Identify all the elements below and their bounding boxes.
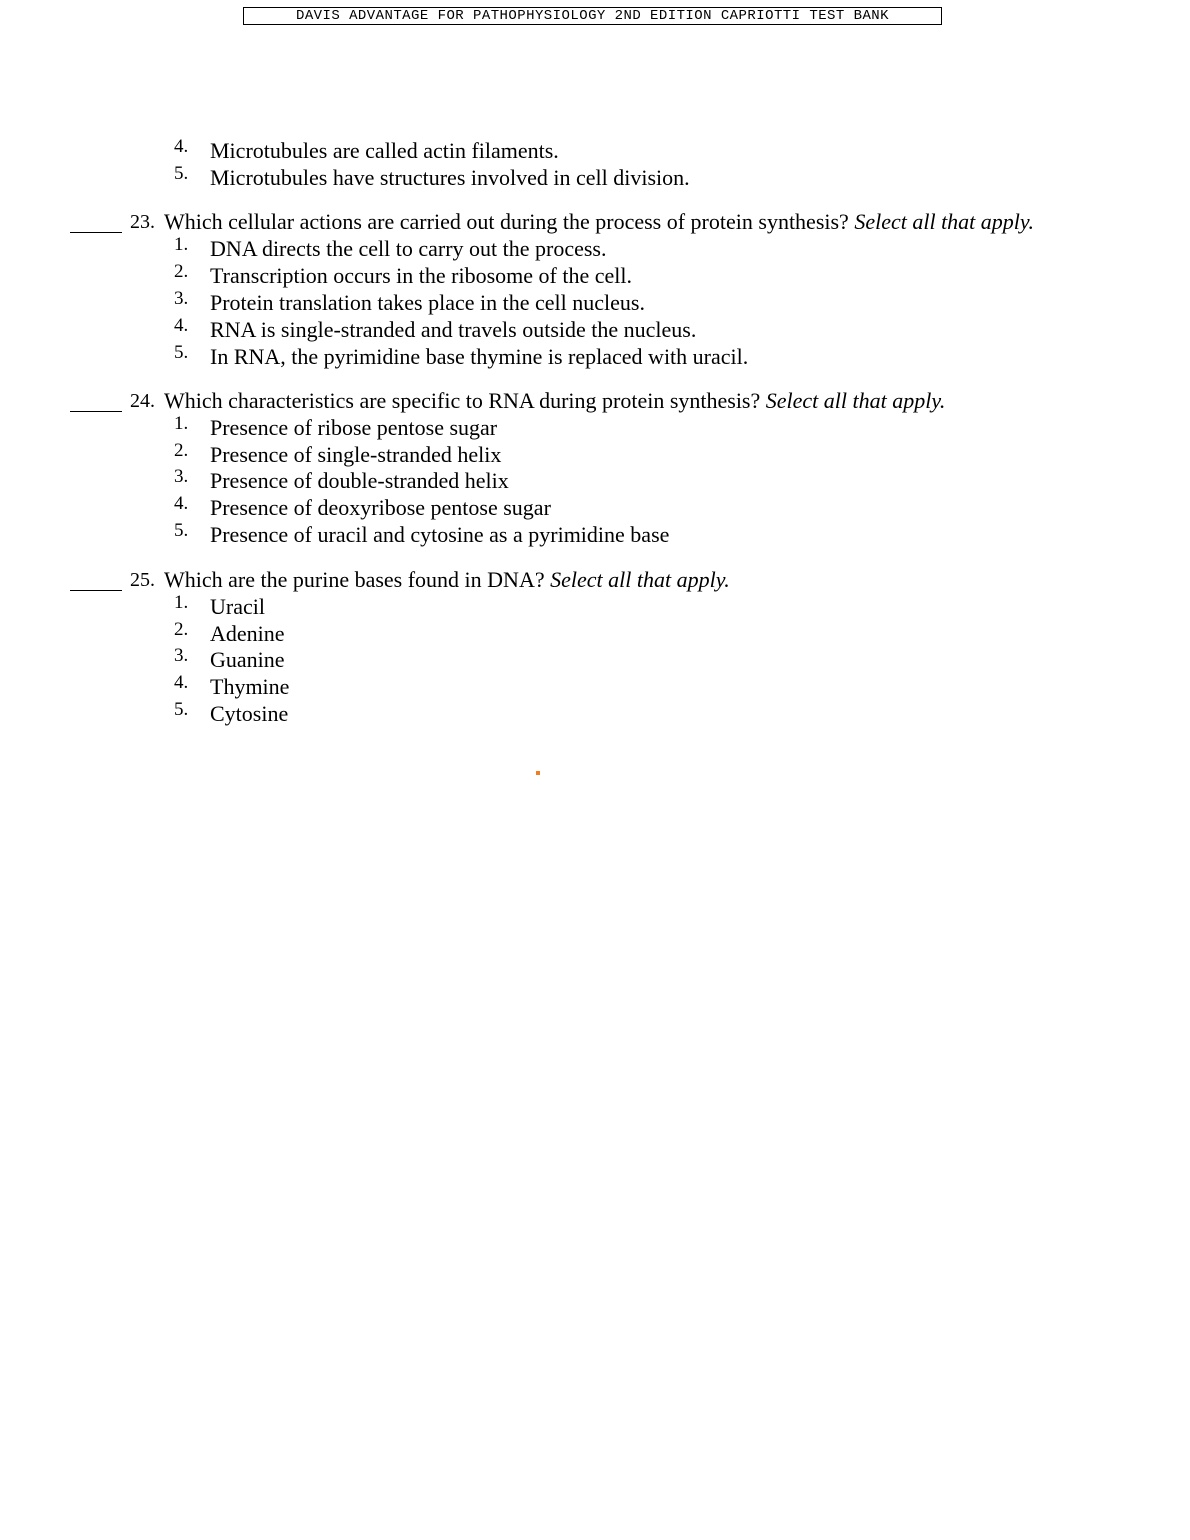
option-number: 4. xyxy=(174,315,189,336)
option-number: 2. xyxy=(174,440,189,461)
option-text: Presence of deoxyribose pentose sugar xyxy=(210,495,551,520)
option-number: 5. xyxy=(174,520,189,541)
list-item xyxy=(0,344,1190,370)
option-text: DNA directs the cell to carry out the process. xyxy=(210,236,607,261)
document-header-title: DAVIS ADVANTAGE FOR PATHOPHYSIOLOGY 2ND EDITION CAPRIOTTI TEST BANK xyxy=(243,7,942,25)
option-number: 4. xyxy=(174,672,189,693)
option-number: 3. xyxy=(174,645,189,666)
option-text: Cytosine xyxy=(210,701,289,726)
option-text: In RNA, the pyrimidine base thymine is replaced with uracil. xyxy=(210,344,749,369)
option-text: Thymine xyxy=(210,674,290,699)
option-number: 2. xyxy=(174,261,189,282)
option-text: Transcription occurs in the ribosome of the cell. xyxy=(210,263,632,288)
list-item xyxy=(0,165,1190,191)
option-text: Microtubules have structures involved in cell division. xyxy=(210,165,690,190)
question-instruction: Select all that apply. xyxy=(854,209,1034,234)
option-number: 5. xyxy=(174,342,189,363)
option-number: 1. xyxy=(174,592,189,613)
answer-blank xyxy=(70,590,122,591)
option-text: Presence of ribose pentose sugar xyxy=(210,415,498,440)
option-text: Presence of double-stranded helix xyxy=(210,468,509,493)
question-number: 24. xyxy=(130,390,155,412)
option-text: Protein translation takes place in the cell nucleus. xyxy=(210,290,645,315)
list-item xyxy=(0,701,1190,727)
option-text: Presence of single-stranded helix xyxy=(210,442,502,467)
option-number: 4. xyxy=(174,136,189,157)
option-number: 5. xyxy=(174,163,189,184)
option-number: 3. xyxy=(174,288,189,309)
option-text: Uracil xyxy=(210,594,265,619)
question-text: Which are the purine bases found in DNA? Select all that apply. xyxy=(164,567,730,592)
option-number: 1. xyxy=(174,413,189,434)
answer-blank xyxy=(70,232,122,233)
option-number: 3. xyxy=(174,466,189,487)
answer-blank xyxy=(70,411,122,412)
option-number: 5. xyxy=(174,699,189,720)
option-text: Presence of uracil and cytosine as a pyrimidine base xyxy=(210,522,670,547)
question-text: Which cellular actions are carried out during the process of protein synthesis? Select all that apply. xyxy=(164,209,1034,234)
decorative-dot xyxy=(536,771,540,775)
option-number: 2. xyxy=(174,619,189,640)
question-number: 25. xyxy=(130,569,155,591)
option-text: RNA is single-stranded and travels outside the nucleus. xyxy=(210,317,697,342)
option-number: 4. xyxy=(174,493,189,514)
list-item xyxy=(0,522,1190,548)
option-number: 1. xyxy=(174,234,189,255)
option-text: Adenine xyxy=(210,621,285,646)
option-text: Microtubules are called actin filaments. xyxy=(210,138,559,163)
question-number: 23. xyxy=(130,211,155,233)
question-instruction: Select all that apply. xyxy=(550,567,730,592)
question-text: Which characteristics are specific to RNA during protein synthesis? Select all that apply. xyxy=(164,388,946,413)
option-text: Guanine xyxy=(210,647,285,672)
question-instruction: Select all that apply. xyxy=(765,388,946,413)
